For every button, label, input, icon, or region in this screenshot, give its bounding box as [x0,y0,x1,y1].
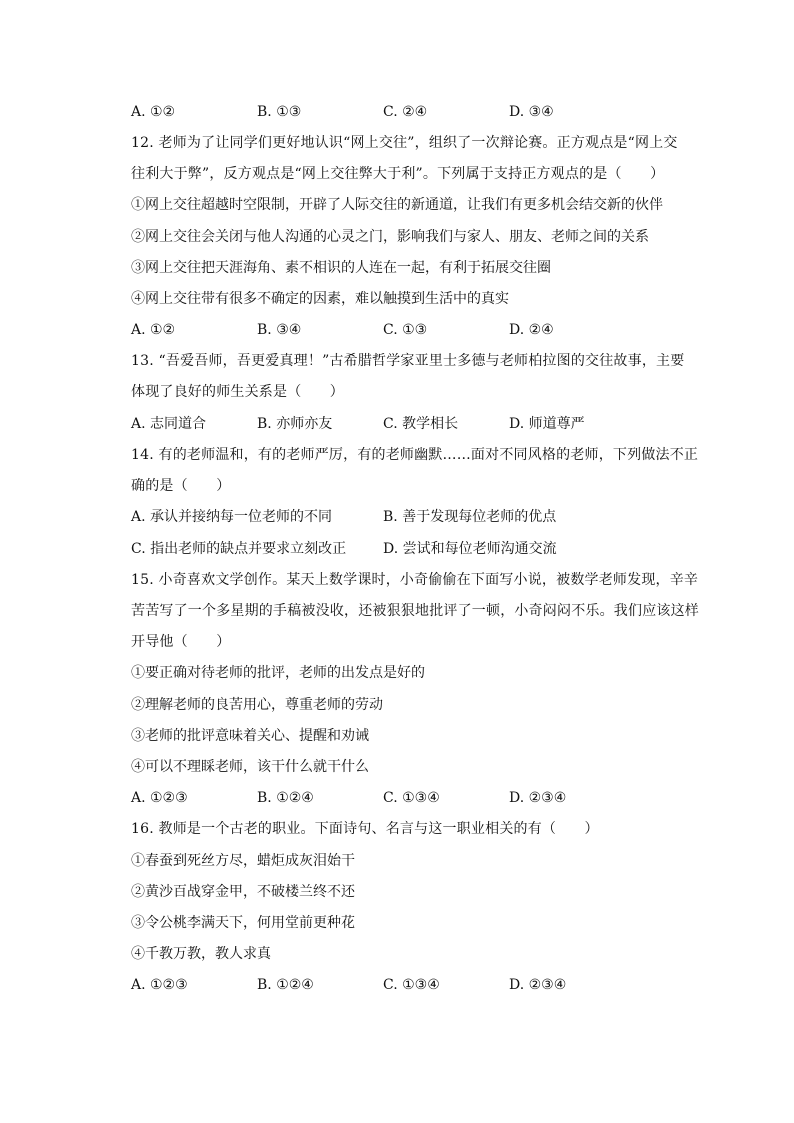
q12-option-a: A. ①② [131,322,176,338]
q16-stem-line: 16. 教师是一个古老的职业。下面诗句、名言与这一职业相关的有（ ） [131,821,599,837]
q15-option-c: C. ①③④ [383,790,440,806]
q15-option-a: A. ①②③ [131,790,188,806]
q14-option-c: C. 指出老师的缺点并要求立刻改正 [131,541,347,557]
q12-item: ③网上交往把天涯海角、素不相识的人连在一起，有利于拓展交往圈 [131,260,551,276]
q16-option-b: B. ①②④ [257,977,314,993]
q15-item: ③老师的批评意味着关心、提醒和劝诫 [131,728,369,744]
q16-item: ③令公桃李满天下，何用堂前更种花 [131,915,355,931]
q12-item: ④网上交往带有很多不确定的因素，难以触摸到生活中的真实 [131,291,509,307]
q12-option-c: C. ①③ [383,322,428,338]
q11-option-d: D. ③④ [509,104,554,120]
q15-stem-line: 苦苦写了一个多星期的手稿被没收，还被狠狠地批评了一顿，小奇闷闷不乐。我们应该这样 [131,603,699,619]
q12-item: ①网上交往超越时空限制，开辟了人际交往的新通道，让我们有更多机会结交新的伙伴 [131,197,663,213]
q14-stem-line: 14. 有的老师温和，有的老师严厉，有的老师幽默……面对不同风格的老师，下列做法不正 [131,447,699,463]
q13-stem-line: 体现了良好的师生关系是（ ） [131,384,344,400]
q11-option-c: C. ②④ [383,104,428,120]
q16-option-c: C. ①③④ [383,977,440,993]
q11-option-b: B. ①③ [257,104,302,120]
q13-option-a: A. 志同道合 [131,416,207,432]
q13-option-b: B. 亦师亦友 [257,416,333,432]
q13-option-c: C. 教学相长 [383,416,459,432]
q12-item: ②网上交往会关闭与他人沟通的心灵之门，影响我们与家人、朋友、老师之间的关系 [131,229,649,245]
q16-option-a: A. ①②③ [131,977,188,993]
q13-option-d: D. 师道尊严 [509,416,585,432]
q15-item: ④可以不理睬老师，该干什么就干什么 [131,759,369,775]
q14-option-b: B. 善于发现每位老师的优点 [383,509,557,525]
q13-stem-line: 13. “吾爱吾师，吾更爱真理！”古希腊哲学家亚里士多德与老师柏拉图的交往故事，主要 [131,353,685,369]
q15-option-b: B. ①②④ [257,790,314,806]
q15-item: ①要正确对待老师的批评，老师的出发点是好的 [131,665,425,681]
q16-option-d: D. ②③④ [509,977,567,993]
q16-item: ①春蚕到死丝方尽，蜡炬成灰泪始干 [131,853,355,869]
q12-option-b: B. ③④ [257,322,302,338]
q16-item: ②黄沙百战穿金甲，不破楼兰终不还 [131,884,355,900]
q16-item: ④千教万教，教人求真 [131,946,271,962]
q14-stem-line: 确的是（ ） [131,478,231,494]
q15-option-d: D. ②③④ [509,790,567,806]
q12-option-d: D. ②④ [509,322,554,338]
q11-option-a: A. ①② [131,104,176,120]
q15-stem-line: 开导他（ ） [131,634,231,650]
q15-item: ②理解老师的良苦用心，尊重老师的劳动 [131,697,383,713]
q12-stem-line: 往利大于弊”，反方观点是“网上交往弊大于利”。下列属于支持正方观点的是（ ） [131,166,665,182]
q14-option-a: A. 承认并接纳每一位老师的不同 [131,509,333,525]
q15-stem-line: 15. 小奇喜欢文学创作。某天上数学课时，小奇偷偷在下面写小说，被数学老师发现，辛辛 [131,572,699,588]
q12-stem-line: 12. 老师为了让同学们更好地认识“网上交往”，组织了一次辩论赛。正方观点是“网上交 [131,135,678,151]
q14-option-d: D. 尝试和每位老师沟通交流 [383,541,557,557]
